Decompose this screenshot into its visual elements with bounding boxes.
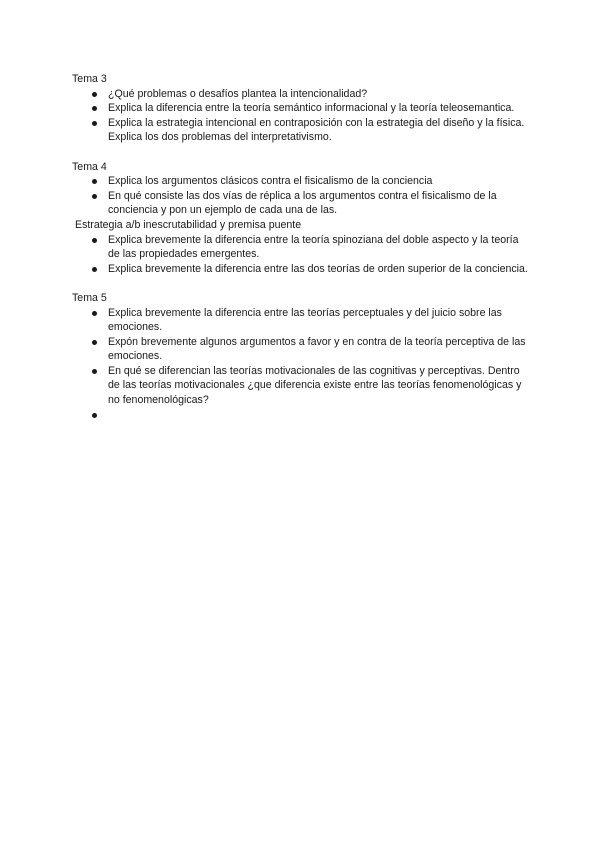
bullet-list xyxy=(72,87,530,145)
section-tema-4 xyxy=(72,160,530,277)
list-item: Explica la diferencia entre la teoría semántico informacional y la teoría teleosemantica. xyxy=(108,101,530,116)
list-item: ¿Qué problemas o desafíos plantea la intencionalidad? xyxy=(108,87,530,102)
section-heading: Tema 4 xyxy=(72,160,107,173)
section-note: Estrategia a/b inescrutabilidad y premisa puente xyxy=(75,218,302,231)
section-heading: Tema 5 xyxy=(72,291,107,304)
list-item: Explica brevemente la diferencia entre las teorías perceptuales y del juicio sobre las emociones. xyxy=(108,306,530,335)
list-item-empty xyxy=(108,408,530,423)
list-item: Expón brevemente algunos argumentos a favor y en contra de la teoría perceptiva de las emociones. xyxy=(108,335,530,364)
section-heading: Tema 3 xyxy=(72,73,107,85)
list-item: Explica brevemente la diferencia entre las dos teorías de orden superior de la conciencia. xyxy=(108,262,530,277)
list-item: Explica la estrategia intencional en contraposición con la estrategia del diseño y la física. Explica los dos problemas del interpretativismo. xyxy=(108,116,530,145)
list-item: Explica los argumentos clásicos contra el fisicalismo de la conciencia xyxy=(108,174,530,189)
section-tema-3 xyxy=(72,72,530,145)
bullet-list xyxy=(72,233,530,277)
bullet-list xyxy=(72,306,530,423)
bullet-list xyxy=(72,174,530,218)
section-tema-5 xyxy=(72,291,530,422)
list-item: En qué se diferencian las teorías motivacionales de las cognitivas y perceptivas. Dentro de las teorías motivacionales ¿que diferencia existe entre las teorías fenomenológicas y no fenomenológicas? xyxy=(108,364,530,408)
list-item: Explica brevemente la diferencia entre la teoría spinoziana del doble aspecto y la teoría de las propiedades emergentes. xyxy=(108,233,530,262)
list-item: En qué consiste las dos vías de réplica a los argumentos contra el fisicalismo de la conciencia y pon un ejemplo de cada una de las. xyxy=(108,189,530,218)
